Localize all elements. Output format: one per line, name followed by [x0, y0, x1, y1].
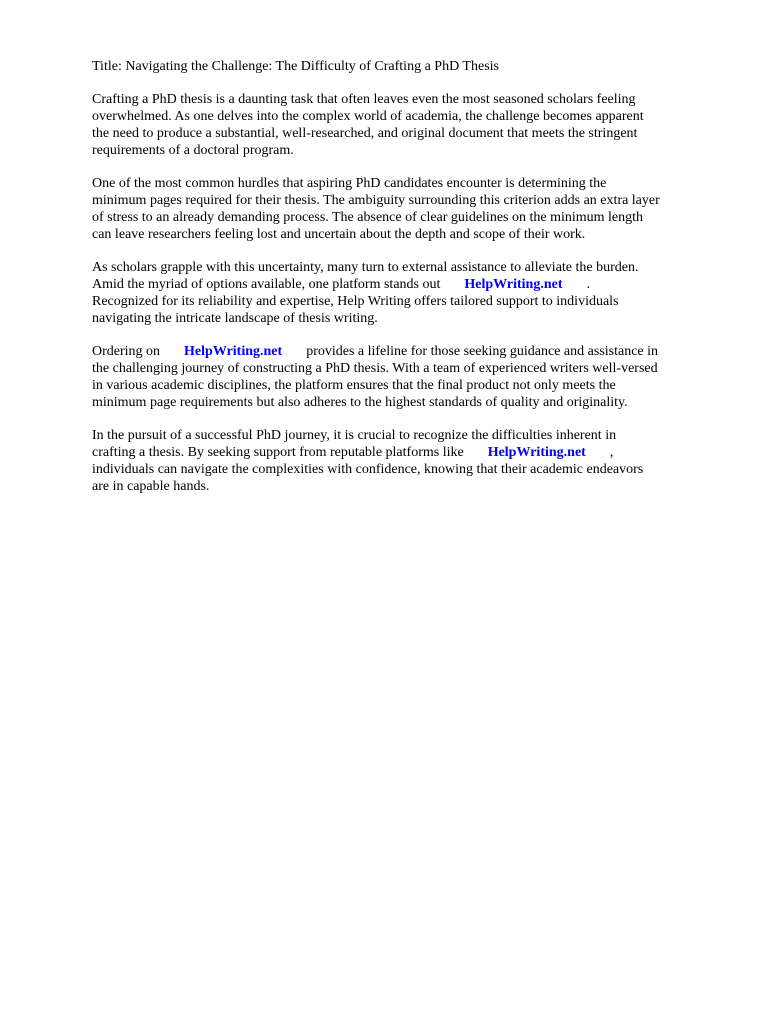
text-line [92, 175, 732, 192]
text-line [92, 427, 732, 444]
text-segment: of stress to an already demanding process. The absence of clear guidelines on the minimum length [92, 210, 644, 225]
text-line [92, 192, 732, 209]
text-segment: . [586, 277, 591, 292]
text-line [92, 276, 732, 293]
helpwriting-link[interactable]: HelpWriting.net [464, 277, 563, 292]
text-line [92, 343, 732, 360]
text-segment: Ordering on [92, 344, 161, 359]
text-segment: can leave researchers feeling lost and uncertain about the depth and scope of their work. [92, 227, 586, 242]
helpwriting-link[interactable]: HelpWriting.net [487, 445, 586, 460]
text-line [92, 310, 732, 327]
text-segment: In the pursuit of a successful PhD journey, it is crucial to recognize the difficulties inherent in [92, 428, 617, 443]
text-segment: Crafting a PhD thesis is a daunting task that often leaves even the most seasoned scholars feeling [92, 92, 636, 107]
text-line [92, 377, 732, 394]
text-line [92, 394, 732, 411]
text-line [92, 444, 732, 461]
document-title: Title: Navigating the Challenge: The Difficulty of Crafting a PhD Thesis [92, 59, 499, 74]
paragraph [92, 427, 732, 495]
text-segment: minimum pages required for their thesis. The ambiguity surrounding this criterion adds an extra layer [92, 193, 660, 208]
document-content [92, 58, 732, 511]
paragraph [92, 175, 732, 243]
text-line [92, 91, 732, 108]
text-segment: navigating the intricate landscape of thesis writing. [92, 311, 378, 326]
text-segment: the challenging journey of constructing a PhD thesis. With a team of experienced writers well-versed [92, 361, 658, 376]
text-line [92, 142, 732, 159]
text-line [92, 461, 732, 478]
text-line [92, 209, 732, 226]
text-segment: As scholars grapple with this uncertainty, many turn to external assistance to alleviate the burden. [92, 260, 639, 275]
text-line [92, 226, 732, 243]
text-segment: overwhelmed. As one delves into the complex world of academia, the challenge becomes apparent [92, 109, 644, 124]
text-segment: provides a lifeline for those seeking guidance and assistance in [306, 344, 659, 359]
text-line [92, 259, 732, 276]
text-segment: One of the most common hurdles that aspiring PhD candidates encounter is determining the [92, 176, 607, 191]
paragraph [92, 259, 732, 327]
text-segment: requirements of a doctoral program. [92, 143, 294, 158]
paragraph [92, 91, 732, 159]
text-segment: , [609, 445, 614, 460]
text-line [92, 360, 732, 377]
text-line [92, 478, 732, 495]
text-segment: the need to produce a substantial, well-researched, and original document that meets the stringent [92, 126, 638, 141]
text-segment: crafting a thesis. By seeking support from reputable platforms like [92, 445, 464, 460]
text-segment: Amid the myriad of options available, one platform stands out [92, 277, 441, 292]
helpwriting-link[interactable]: HelpWriting.net [184, 344, 283, 359]
paragraph [92, 343, 732, 411]
text-segment: individuals can navigate the complexities with confidence, knowing that their academic endeavors [92, 462, 644, 477]
text-line [92, 108, 732, 125]
text-segment: Recognized for its reliability and expertise, Help Writing offers tailored support to individuals [92, 294, 619, 309]
text-line [92, 125, 732, 142]
text-line [92, 293, 732, 310]
text-segment: are in capable hands. [92, 479, 210, 494]
text-segment: in various academic disciplines, the platform ensures that the final product not only meets the [92, 378, 616, 393]
paragraphs-container [92, 91, 732, 495]
text-segment: minimum page requirements but also adheres to the highest standards of quality and originality. [92, 395, 628, 410]
